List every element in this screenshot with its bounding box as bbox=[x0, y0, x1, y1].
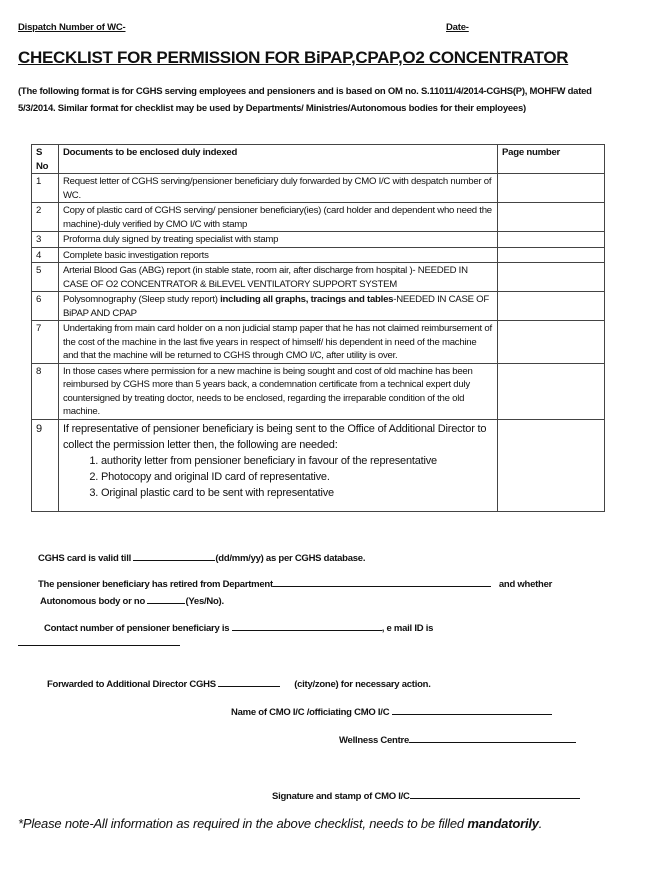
row-sno: 4 bbox=[32, 247, 59, 263]
row-document: Proforma duly signed by treating specialist with stamp bbox=[59, 232, 498, 248]
card-valid-date-field[interactable] bbox=[133, 551, 215, 561]
label: Signature and stamp of CMO I/C bbox=[272, 791, 410, 802]
row-document: Undertaking from main card holder on a non judicial stamp paper that he has not claimed reimbursement of the cost of the machine in the last five years in respect of himself/ his dependent in need of the machine and that the machine will be returned to CGHS through CMO I/C, after utility is over. bbox=[59, 321, 498, 364]
row-document: Request letter of CGHS serving/pensioner beneficiary duly forwarded by CMO I/C with despatch number of WC. bbox=[59, 174, 498, 203]
page-number-cell[interactable] bbox=[498, 247, 605, 263]
list-item: 2. Photocopy and original ID card of representative. bbox=[101, 469, 493, 485]
doc-text: Polysomnography (Sleep study report) bbox=[63, 294, 221, 305]
page-number-cell[interactable] bbox=[498, 321, 605, 364]
doc-text-bold: including all graphs, tracings and tables bbox=[220, 294, 394, 305]
label: Name of CMO I/C /officiating CMO I/C bbox=[231, 707, 392, 718]
row-document bbox=[59, 292, 498, 321]
table-row bbox=[32, 363, 605, 419]
label: Autonomous body or no bbox=[40, 596, 148, 607]
label: (dd/mm/yy) as per CGHS database. bbox=[215, 553, 366, 564]
doc-text: -NEEDED IN CASE OF BiPAP AND CPAP bbox=[63, 294, 489, 319]
note-bold: mandatorily bbox=[467, 816, 539, 831]
label: Forwarded to Additional Director CGHS bbox=[47, 679, 219, 690]
page-number-cell[interactable] bbox=[498, 419, 605, 511]
cmo-name-line bbox=[231, 705, 552, 718]
table-row bbox=[32, 419, 605, 511]
label: Wellness Centre bbox=[339, 735, 409, 746]
row-document bbox=[59, 419, 498, 511]
label: , e mail ID is bbox=[381, 623, 434, 634]
note-text: *Please note-All information as required in the above checklist, needs to be filled bbox=[18, 816, 468, 831]
table-row bbox=[32, 232, 605, 248]
wellness-centre-field[interactable] bbox=[409, 733, 576, 743]
table-row bbox=[32, 321, 605, 364]
row-sno: 2 bbox=[32, 203, 59, 232]
department-line bbox=[38, 577, 552, 590]
email-field[interactable] bbox=[18, 636, 180, 646]
row-sno: 5 bbox=[32, 263, 59, 292]
checklist-table bbox=[31, 144, 605, 512]
row-document: Complete basic investigation reports bbox=[59, 247, 498, 263]
table-row bbox=[32, 247, 605, 263]
column-header-page-number: Page number bbox=[498, 145, 605, 174]
table-header-row bbox=[32, 145, 605, 174]
dispatch-number-label: Dispatch Number of WC- bbox=[18, 22, 126, 33]
label: and whether bbox=[498, 579, 553, 590]
row-sno: 8 bbox=[32, 363, 59, 419]
autonomous-line bbox=[40, 594, 224, 607]
forwarded-line bbox=[47, 677, 431, 690]
page-number-cell[interactable] bbox=[498, 263, 605, 292]
contact-line bbox=[44, 621, 433, 634]
table-row bbox=[32, 203, 605, 232]
row-sno: 9 bbox=[32, 419, 59, 511]
signature-line bbox=[272, 789, 580, 802]
label: (Yes/No). bbox=[185, 596, 224, 607]
mandatory-note bbox=[18, 816, 542, 831]
label: CGHS card is valid till bbox=[38, 553, 134, 564]
row-sno: 7 bbox=[32, 321, 59, 364]
table-row bbox=[32, 174, 605, 203]
doc-text: If representative of pensioner beneficiary is being sent to the Office of Additional Director to collect the permission letter then, the following are needed: bbox=[63, 422, 487, 451]
page-number-cell[interactable] bbox=[498, 203, 605, 232]
contact-number-field[interactable] bbox=[232, 621, 382, 631]
row-sno: 3 bbox=[32, 232, 59, 248]
page-number-cell[interactable] bbox=[498, 363, 605, 419]
label: Contact number of pensioner beneficiary is bbox=[44, 623, 232, 634]
row-document: Arterial Blood Gas (ABG) report (in stable state, room air, after discharge from hospital )- NEEDED IN CASE OF O2 CONCENTRATOR & BiLEVEL VENTILATORY SUPPORT SYSTEM bbox=[59, 263, 498, 292]
list-item: 3. Original plastic card to be sent with representative bbox=[101, 485, 493, 501]
requirements-list bbox=[63, 453, 493, 501]
row-document: In those cases where permission for a new machine is being sought and cost of old machine has been reimbursed by CGHS more than 5 years back, a condemnation certificate from a technical expert duly countersigned by treating doctor, needs to be enclosed, regarding the irreparable condition of the old machine. bbox=[59, 363, 498, 419]
autonomous-field[interactable] bbox=[147, 594, 185, 604]
note-end: . bbox=[538, 816, 543, 831]
column-header-sno: S No bbox=[32, 145, 59, 174]
department-field[interactable] bbox=[273, 577, 491, 587]
date-label: Date- bbox=[446, 22, 469, 33]
city-zone-field[interactable] bbox=[218, 677, 280, 687]
row-sno: 6 bbox=[32, 292, 59, 321]
intro-paragraph: (The following format is for CGHS serving employees and pensioners and is based on OM no. S.11011/4/2014-CGHS(P), MOHFW dated 5/3/2014. Similar format for checklist may be used by Departments/ Ministries/Autonomous bodies for their employees) bbox=[18, 86, 592, 114]
page-number-cell[interactable] bbox=[498, 232, 605, 248]
cmo-name-field[interactable] bbox=[392, 705, 552, 715]
label: (city/zone) for necessary action. bbox=[294, 679, 431, 690]
table-row bbox=[32, 292, 605, 321]
page-number-cell[interactable] bbox=[498, 292, 605, 321]
label: The pensioner beneficiary has retired from Department bbox=[38, 579, 273, 590]
list-item: 1. authority letter from pensioner beneficiary in favour of the representative bbox=[101, 453, 493, 469]
page-number-cell[interactable] bbox=[498, 174, 605, 203]
table-row bbox=[32, 263, 605, 292]
row-document: Copy of plastic card of CGHS serving/ pensioner beneficiary(ies) (card holder and dependent who need the machine)-duly verified by CMO I/C with stamp bbox=[59, 203, 498, 232]
wellness-centre-line bbox=[339, 733, 576, 746]
card-validity-line bbox=[38, 551, 365, 564]
signature-field[interactable] bbox=[410, 789, 580, 799]
row-sno: 1 bbox=[32, 174, 59, 203]
page-title: CHECKLIST FOR PERMISSION FOR BiPAP,CPAP,O2 CONCENTRATOR bbox=[18, 48, 569, 67]
column-header-documents: Documents to be enclosed duly indexed bbox=[59, 145, 498, 174]
